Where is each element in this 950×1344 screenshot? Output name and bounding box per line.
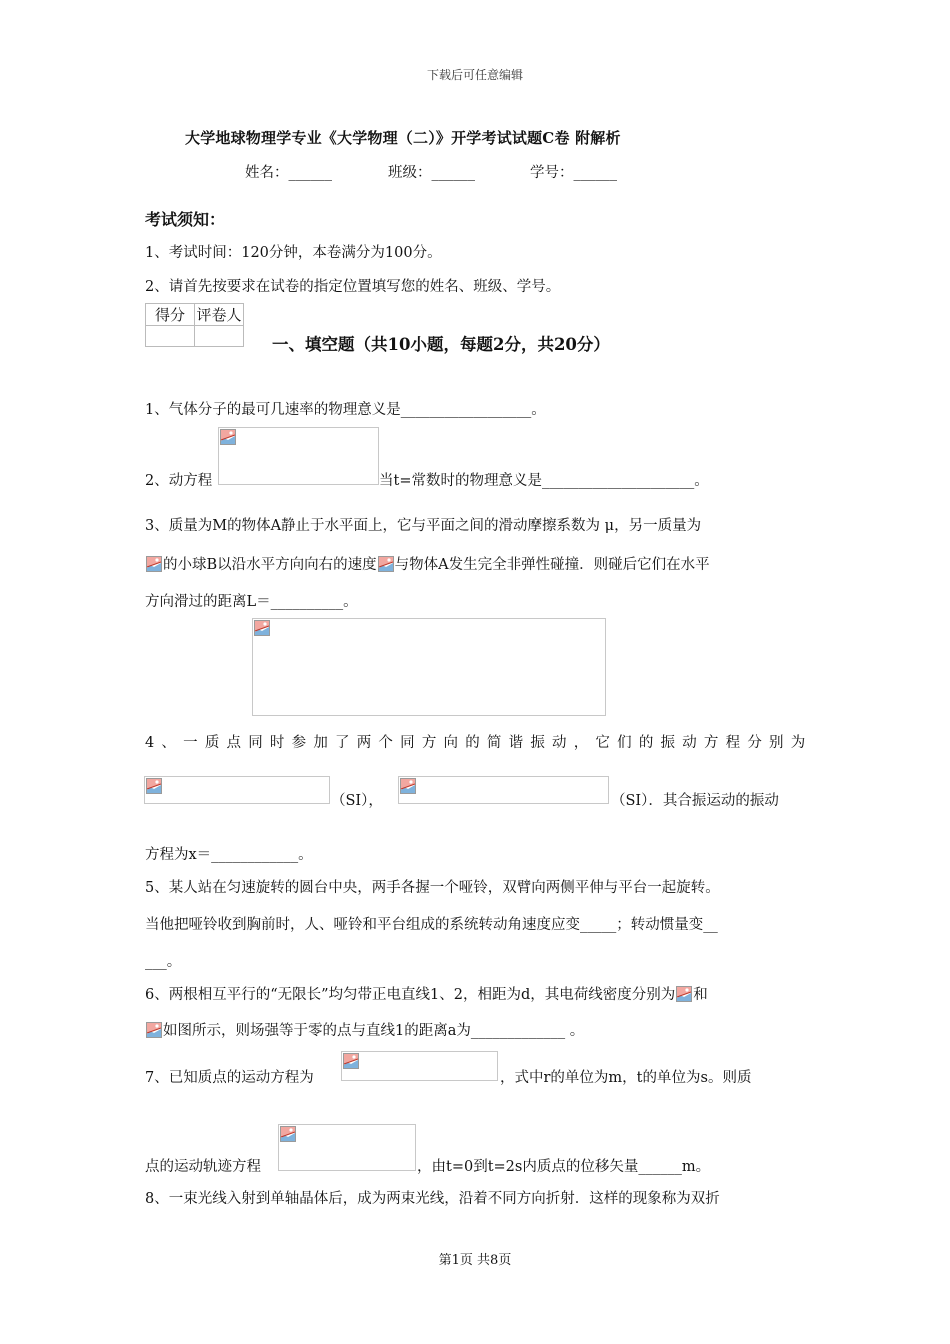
broken-image-icon <box>146 556 162 572</box>
section-title: 一、填空题（共10小题，每题2分，共20分） <box>272 335 610 354</box>
broken-image-icon <box>400 778 416 794</box>
question-5-line-2: 当他把哑铃收到胸前时，人、哑铃和平台组成的系统转动角速度应变_____；转动惯量变__ <box>145 917 718 933</box>
question-4-line-3: 方程为x＝____________。 <box>145 847 313 863</box>
question-4-si-1: （SI）， <box>331 793 383 809</box>
question-5-line-3: ___。 <box>145 954 182 970</box>
grader-header: 评卷人 <box>195 304 244 326</box>
equation-image <box>144 776 330 804</box>
question-1: 1、气体分子的最可几速率的物理意义是__________________。 <box>145 402 546 418</box>
class-field: 班级：______ <box>388 165 475 181</box>
notice-title: 考试须知： <box>145 210 226 229</box>
score-cell <box>146 326 195 347</box>
question-3-line-2: 的小球B以沿水平方向向右的速度 与物体A发生完全非弹性碰撞．则碰后它们在水平 <box>145 553 710 574</box>
question-6-line-2: 如图所示，则场强等于零的点与直线1的距离a为_____________ 。 <box>145 1019 584 1040</box>
broken-image-icon <box>676 986 692 1002</box>
question-7-line-2-prefix: 点的运动轨迹方程 <box>145 1159 261 1175</box>
question-7-suffix: ，式中r的单位为m，t的单位为s。则质 <box>500 1070 752 1086</box>
question-8: 8、一束光线入射到单轴晶体后，成为两束光线，沿着不同方向折射．这样的现象称为双折 <box>145 1191 720 1207</box>
notice-item-2: 2、请首先按要求在试卷的指定位置填写您的姓名、班级、学号。 <box>145 279 561 295</box>
broken-image-icon <box>343 1053 359 1069</box>
question-5-line-1: 5、某人站在匀速旋转的圆台中央，两手各握一个哑铃，双臂向两侧平伸与平台一起旋转。 <box>145 880 720 896</box>
question-3-line-3: 方向滑过的距离L＝__________。 <box>145 594 358 610</box>
equation-image <box>341 1051 498 1081</box>
question-3-line-1: 3、质量为M的物体A静止于水平面上，它与平面之间的滑动摩擦系数为 μ，另一质量为 <box>145 518 702 534</box>
question-6-line-1: 6、两根相互平行的“无限长”均匀带正电直线1、2，相距为d，其电荷线密度分别为 和 <box>145 987 708 1003</box>
page-footer: 第1页 共8页 <box>438 1253 512 1268</box>
page-title: 大学地球物理学专业《大学物理（二）》开学考试试题C卷 附解析 <box>185 129 621 147</box>
equation-image <box>278 1124 416 1171</box>
broken-image-icon <box>146 1022 162 1038</box>
student-id-field: 学号：______ <box>530 165 617 181</box>
score-table <box>145 303 244 347</box>
equation-image <box>218 427 379 485</box>
broken-image-icon <box>378 556 394 572</box>
broken-image-icon <box>254 620 270 636</box>
question-7-line-2-suffix: ，由t=0到t=2s内质点的位移矢量______m。 <box>417 1159 711 1175</box>
grader-cell <box>195 326 244 347</box>
score-header: 得分 <box>146 304 195 326</box>
name-field: 姓名：______ <box>245 165 332 181</box>
question-4-si-2: （SI）．其合振运动的振动 <box>611 793 779 809</box>
notice-item-1: 1、考试时间：120分钟，本卷满分为100分。 <box>145 245 442 261</box>
broken-image-icon <box>146 778 162 794</box>
question-4-line-1: 4、一质点同时参加了两个同方向的简谐振动，它们的振动方程分别为 <box>145 735 813 751</box>
header-note: 下载后可任意编辑 <box>426 68 523 82</box>
question-7-prefix: 7、已知质点的运动方程为 <box>145 1070 314 1086</box>
broken-image-icon <box>280 1126 296 1142</box>
figure-image <box>252 618 606 716</box>
equation-image <box>398 776 609 804</box>
question-2-suffix: 当t=常数时的物理意义是_____________________。 <box>379 473 709 489</box>
broken-image-icon <box>220 429 236 445</box>
question-2-prefix: 2、动方程 <box>145 473 213 489</box>
